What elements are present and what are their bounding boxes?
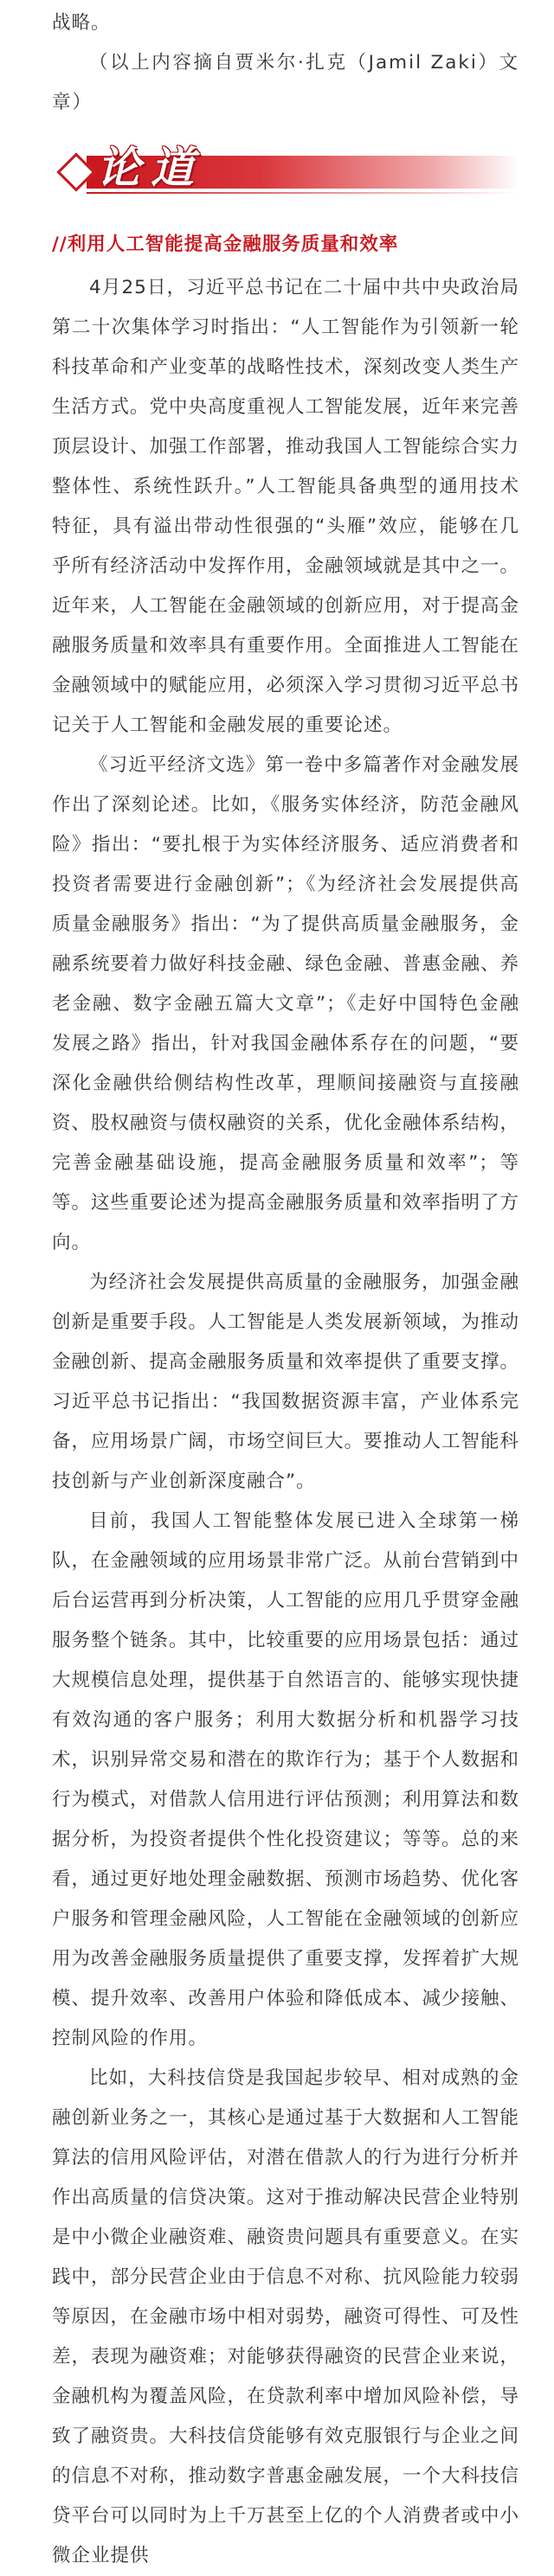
section-banner [0,135,554,199]
paragraph: 比如，大科技信贷是我国起步较早、相对成熟的金融创新业务之一，其核心是通过基于大数据和人工智能算法的信用风险评估，对潜在借款人的行为进行分析并作出高质量的信贷决策。这对于推动解决民营企业特别是中小微企业融资难、融资贵问题具有重要意义。在实践中，部分民营企业由于信息不对称、抗风险能力较弱等原因，在金融市场中相对弱势，融资可得性、可及性差，表现为融资难；对能够获得融资的民营企业来说，金融机构为覆盖风险，在贷款利率中增加风险补偿，导致了融资贵。大科技信贷能够有效克服银行与企业之间的信息不对称，推动数字普惠金融发展，一个大科技信贷平台可以同时为上千万甚至上亿的个人消费者或中小微企业提供 [52,2067,520,2566]
source-citation: （以上内容摘自贾米尔·扎克（Jamil Zaki）文章） [52,52,519,113]
intro-block [0,0,554,123]
intro-text: 战略。 [52,12,111,34]
paragraph: 目前，我国人工智能整体发展已进入全球第一梯队，在金融领域的应用场景非常广泛。从前台营销到中后台运营再到分析决策，人工智能的应用几乎贯穿金融服务整个链条。其中，比较重要的应用场景包括：通过大规模信息处理，提供基于自然语言的、能够实现快捷有效沟通的客户服务；利用大数据分析和机器学习技术，识别异常交易和潜在的欺诈行为；基于个人数据和行为模式，对借款人信用进行评估预测；利用算法和数据分析，为投资者提供个性化投资建议；等等。总的来看，通过更好地处理金融数据、预测市场趋势、优化客户服务和管理金融风险，人工智能在金融领域的创新应用为改善金融服务质量提供了重要支撑，发挥着扩大规模、提升效率、改善用户体验和降低成本、减少接触、控制风险的作用。 [52,1510,520,2049]
paragraph: 4月25日，习近平总书记在二十届中共中央政治局第二十次集体学习时指出：“人工智能作为引领新一轮科技革命和产业变革的战略性技术，深刻改变人类生产生活方式。党中央高度重视人工智能发展，近年来完善顶层设计、加强工作部署，推动我国人工智能综合实力整体性、系统性跃升。”人工智能具备典型的通用技术特征，具有溢出带动性很强的“头雁”效应，能够在几乎所有经济活动中发挥作用，金融领域就是其中之一。近年来，人工智能在金融领域的创新应用，对于提高金融服务质量和效率具有重要作用。全面推进人工智能在金融领域中的赋能应用，必须深入学习贯彻习近平总书记关于人工智能和金融发展的重要论述。 [52,277,520,736]
paragraph: 为经济社会发展提供高质量的金融服务，加强金融创新是重要手段。人工智能是人类发展新领域，为推动金融创新、提高金融服务质量和效率提供了重要支撑。习近平总书记指出：“我国数据资源丰富，产业体系完备，应用场景广阔，市场空间巨大。要推动人工智能科技创新与产业创新深度融合”。 [52,1272,520,1492]
article-section [0,225,554,2576]
section-heading: //利用人工智能提高金融服务质量和效率 [52,234,399,255]
banner-title: 论道 [97,142,204,193]
paragraph: 《习近平经济文选》第一卷中多篇著作对金融发展作出了深刻论述。比如，《服务实体经济，防范金融风险》指出：“要扎根于为实体经济服务、适应消费者和投资者需要进行金融创新”；《为经济社会发展提供高质量金融服务》指出：“为了提供高质量金融服务，金融系统要着力做好科技金融、绿色金融、普惠金融、养老金融、数字金融五篇大文章”；《走好中国特色金融发展之路》指出，针对我国金融体系存在的问题，“要深化金融供给侧结构性改革，理顺间接融资与直接融资、股权融资与债权融资的关系，优化金融体系结构，完善金融基础设施，提高金融服务质量和效率”；等等。这些重要论述为提高金融服务质量和效率指明了方向。 [52,754,520,1253]
